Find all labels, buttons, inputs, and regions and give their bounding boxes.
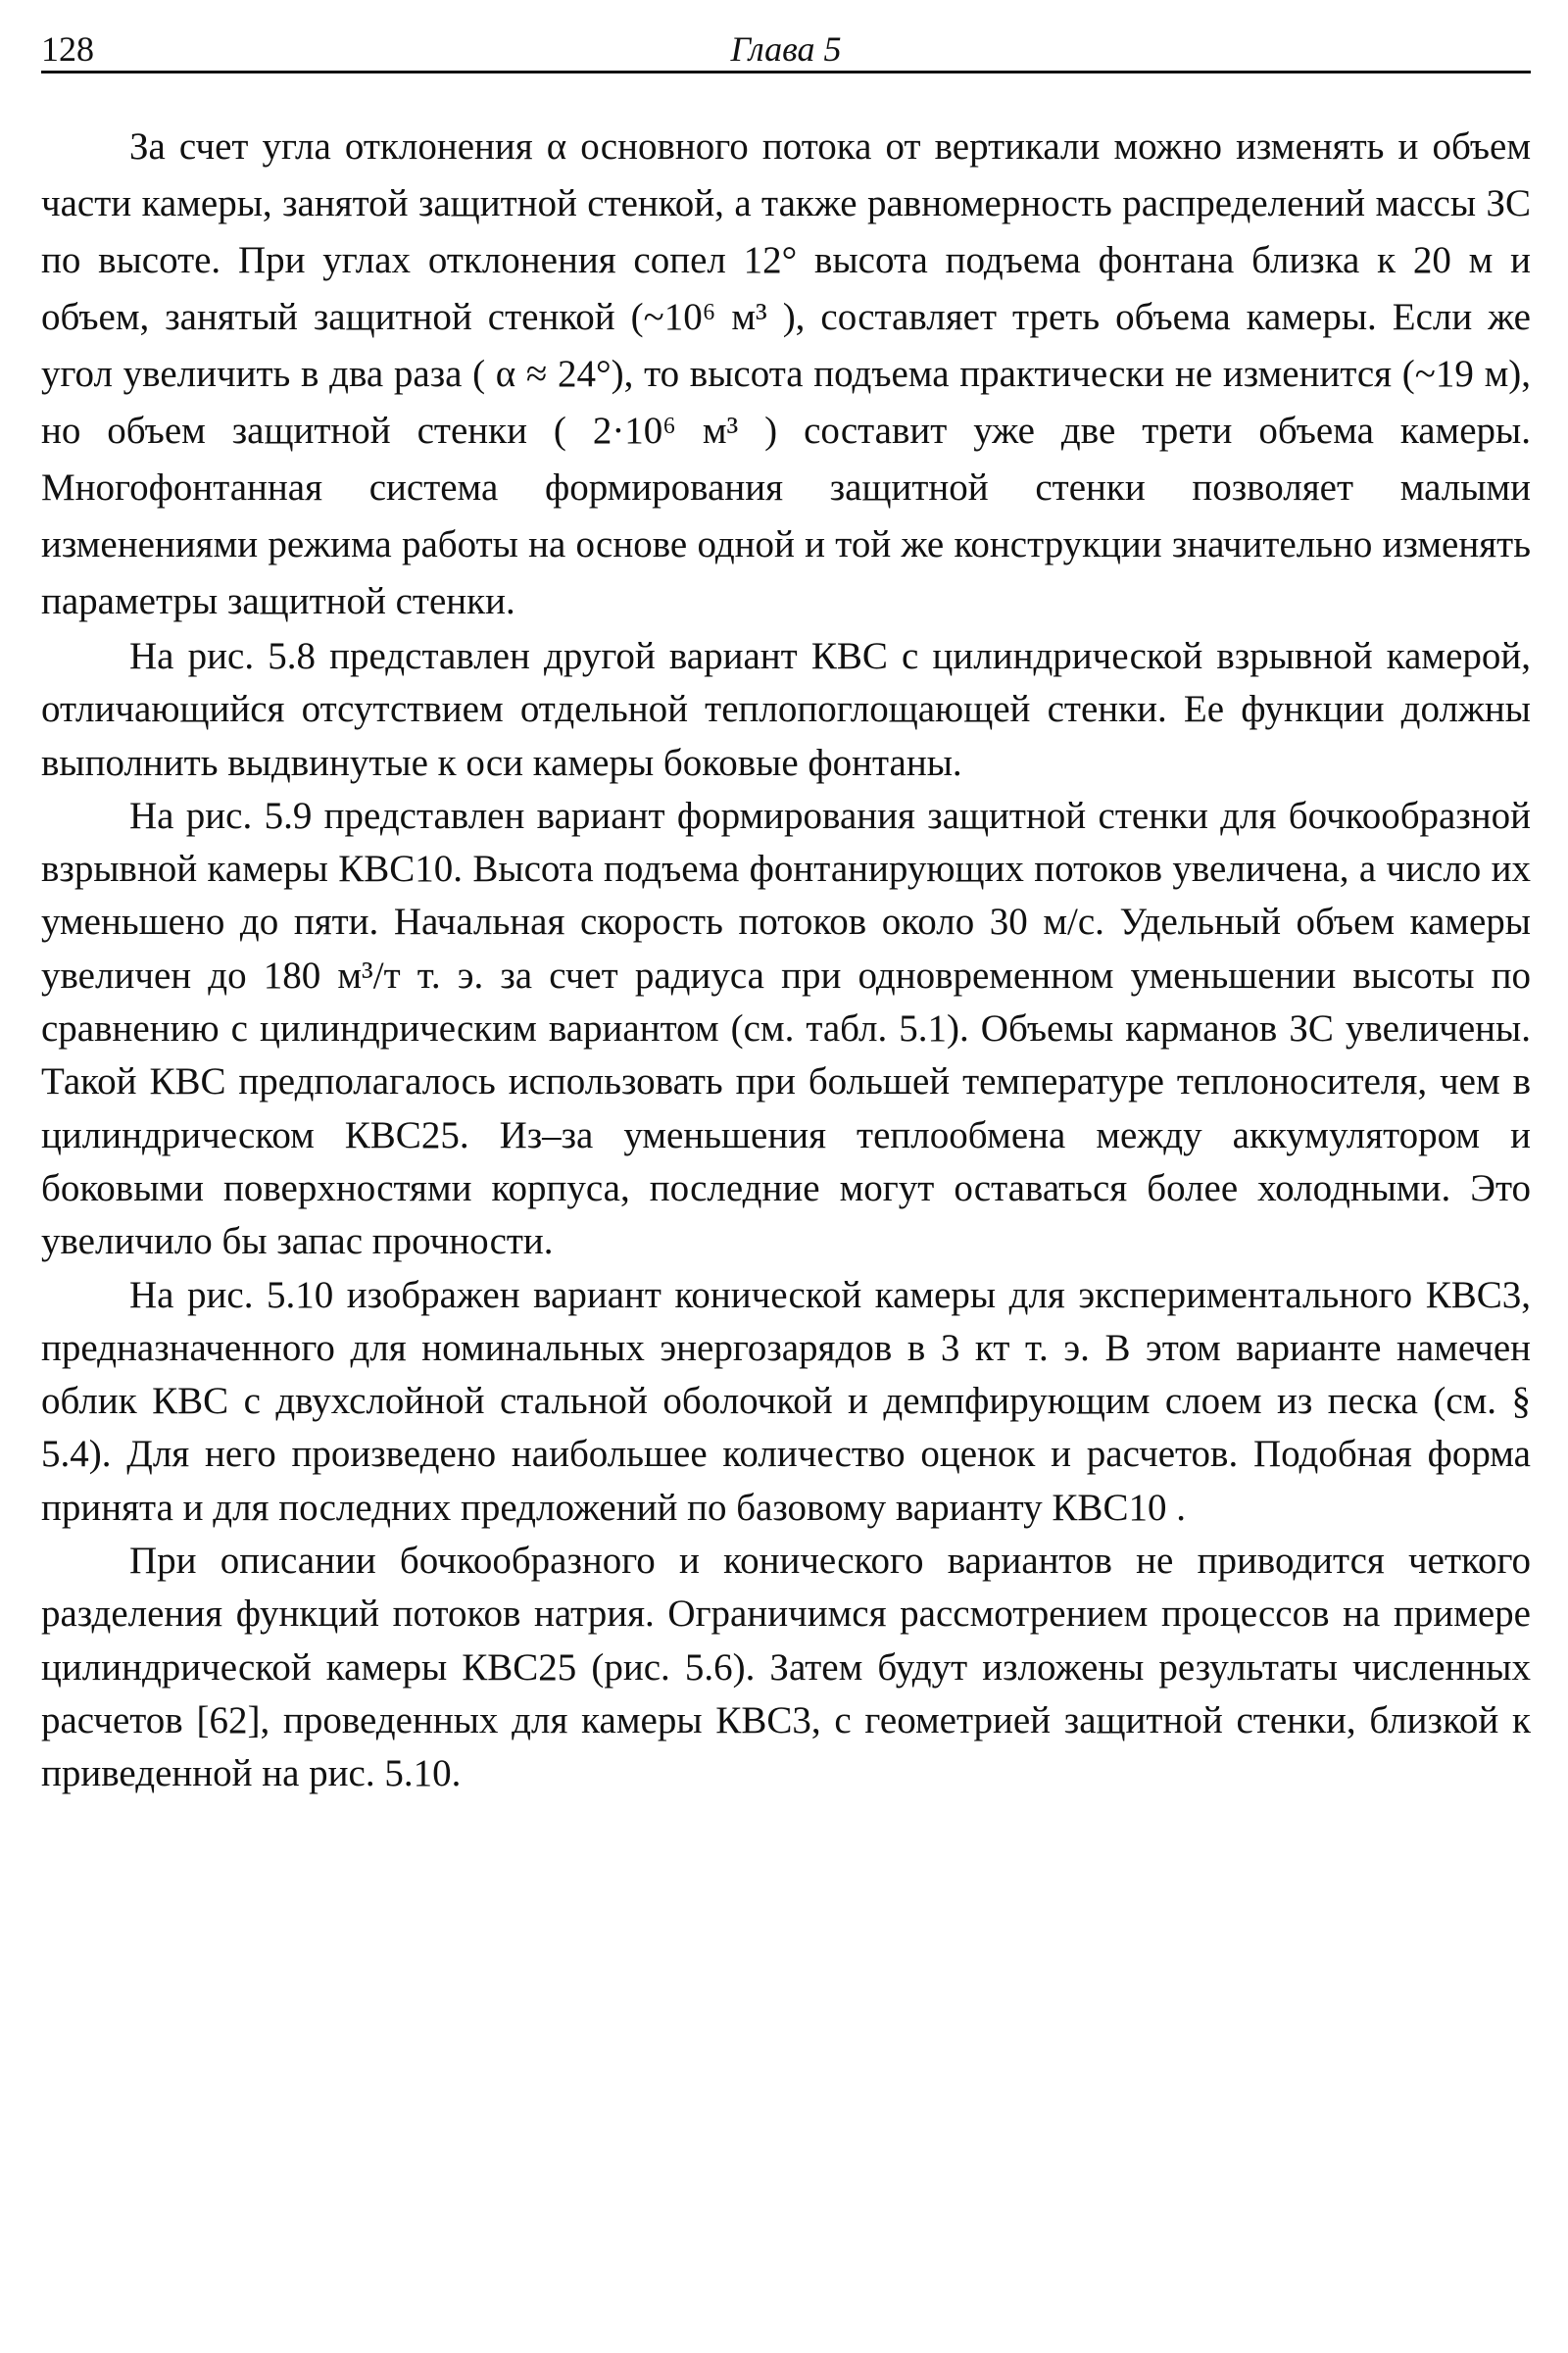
paragraph-4: На рис. 5.10 изображен вариант конической камеры для экспериментального КВС3, предназначенного для номинальных энергозарядов в 3 кт т. э. В этом варианте намечен облик КВС с двухслойной стальной оболочкой и демпфирующим слоем из песка (см. § 5.4). Для него произведено наибольшее количество оценок и расчетов. Подобная форма принята и для последних предложений по базовому варианту КВС10 . [41, 1273, 1531, 1529]
paragraph-2: На рис. 5.8 представлен другой вариант КВС с цилиндрической взрывной камерой, отличающийся отсутствием отдельной теплопоглощающей стенки. Ее функции должны выполнить выдвинутые к оси камеры боковые фонтаны. [41, 635, 1531, 784]
header-rule [41, 71, 1531, 74]
paragraph-5: При описании бочкообразного и конического вариантов не приводится четкого разделения функций потоков натрия. Ограничимся рассмотрением процессов на примере цилиндрической камеры КВС25 (рис. 5.6). Затем будут изложены результаты численных расчетов [62], проведенных для камеры КВС3, с геометрией защитной стенки, близкой к приведенной на рис. 5.10. [41, 1540, 1531, 1795]
body-text [41, 119, 1531, 1801]
running-title: Глава 5 [730, 29, 842, 69]
paragraph-1: За счет угла отклонения α основного потока от вертикали можно изменять и объем части камеры, занятой защитной стенкой, а также равномерность распределений массы ЗС по высоте. При углах отклонения сопел 12° высота подъема фонтана близка к 20 м и объем, занятый защитной стенкой (~10⁶ м³ ), составляет треть объема камеры. Если же угол увеличить в два раза ( α ≈ 24°), то высота подъема практически не изменится (~19 м), но объем защитной стенки ( 2·10⁶ м³ ) составит уже две трети объема камеры. Многофонтанная система формирования защитной стенки позволяет малыми изменениями режима работы на основе одной и той же конструкции значительно изменять параметры защитной стенки. [41, 125, 1531, 622]
page-header [41, 27, 1531, 76]
paragraph-3: На рис. 5.9 представлен вариант формирования защитной стенки для бочкообразной взрывной камеры КВС10. Высота подъема фонтанирующих потоков увеличена, а число их уменьшено до пяти. Начальная скорость потоков около 30 м/с. Удельный объем камеры увеличен до 180 м³/т т. э. за счет радиуса при одновременном уменьшении высоты по сравнению с цилиндрическим вариантом (см. табл. 5.1). Объемы карманов ЗС увеличены. Такой КВС предполагалось использовать при большей температуре теплоносителя, чем в цилиндрическом КВС25. Из–за уменьшения теплообмена между аккумулятором и боковыми поверхностями корпуса, последние могут оставаться более холодными. Это увеличило бы запас прочности. [41, 794, 1531, 1263]
page-number: 128 [41, 29, 94, 69]
